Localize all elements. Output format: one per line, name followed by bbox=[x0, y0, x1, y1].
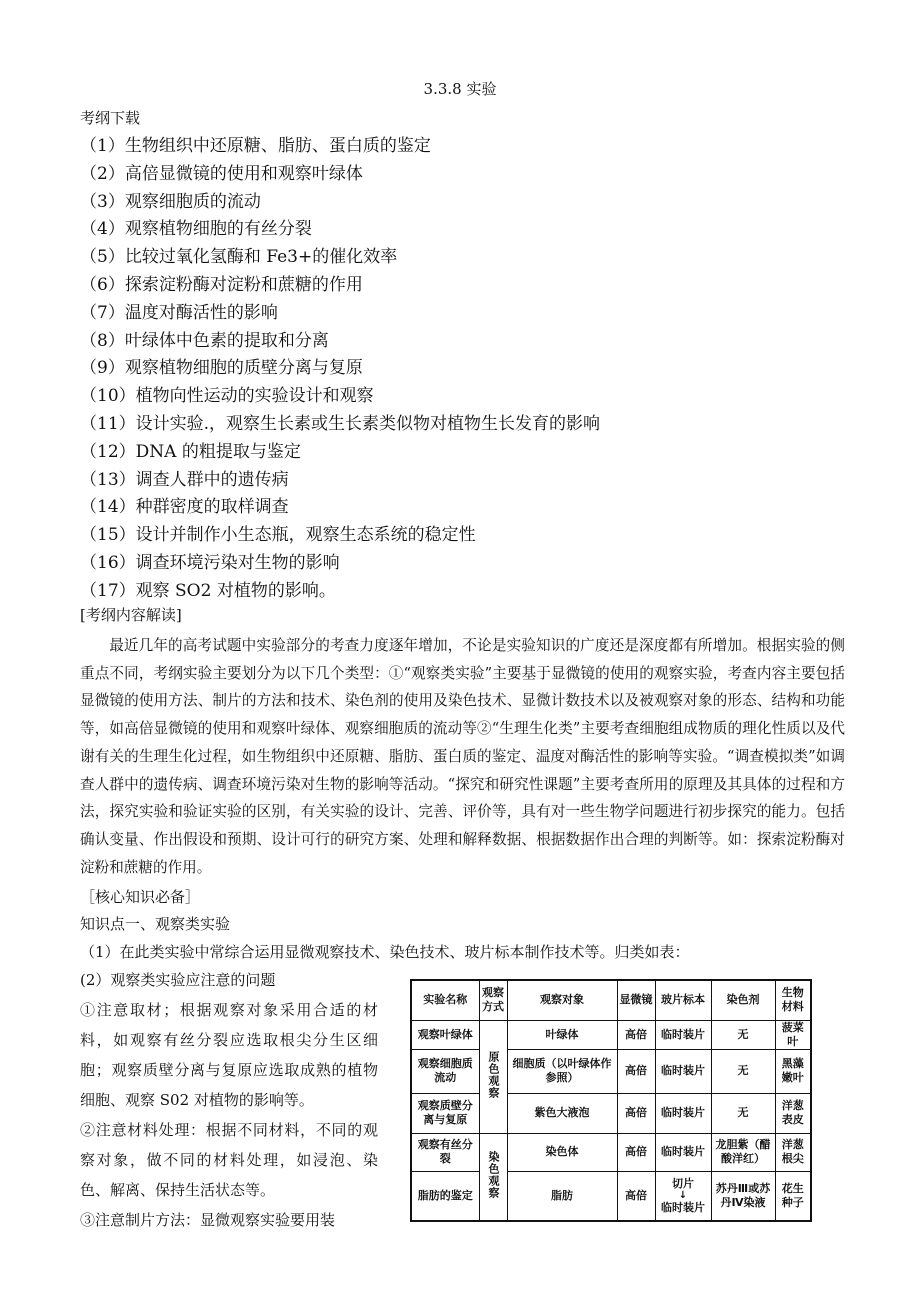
cell-stain: 龙胆紫（醋酸洋红） bbox=[711, 1133, 775, 1171]
syllabus-list bbox=[80, 133, 840, 606]
cell-name: 观察质壁分离与复原 bbox=[411, 1093, 479, 1133]
table-row bbox=[411, 1020, 811, 1049]
experiment-table bbox=[410, 979, 810, 1217]
cell-slide: 临时装片 bbox=[655, 1020, 711, 1049]
list-item: （13）调查人群中的遗传病 bbox=[80, 469, 289, 490]
list-item: （4）观察植物细胞的有丝分裂 bbox=[80, 219, 312, 240]
cell-material: 黑藻嫩叶 bbox=[775, 1049, 811, 1093]
section-title: 3.3.8 实验 bbox=[423, 80, 497, 98]
list-item: （7）温度对酶活性的影响 bbox=[80, 302, 278, 323]
cell-material: 洋葱表皮 bbox=[775, 1093, 811, 1133]
cell-scope: 高倍 bbox=[617, 1020, 655, 1049]
interpretation-paragraph: 最近几年的高考试题中实验部分的考查力度逐年增加，不论是实验知识的广度还是深度都有所增加。根据实验的侧重点不同，考纲实验主要划分为以下几个类型：①“观察类实验”主要基于显微镜的使用的观察实验，考查内容主要包括显微镜的使用方法、制片的方法和技术、染色剂的使用及染色技术、显微计数技术以及被观察对象的形态、结构和功能等，如高倍显微镜的使用和观察叶绿体、观察细胞质的流动等②“生理生化类”主要考查细胞组成物质的理化性质以及代谢有关的生理生化过程，如生物组织中还原糖、脂肪、蛋白质的鉴定、温度对酶活性的影响等实验。“调查模拟类”如调查人群中的遗传病、调查环境污染对生物的影响等活动。“探究和研究性课题”主要考查所用的原理及其具体的过程和方法，探究实验和验证实验的区别，有关实验的设计、完善、评价等，具有对一些生物学问题进行初步探究的能力。包括确认变量、作出假设和预期、设计可行的研究方案、处理和解释数据、根据数据作出合理的判断等。如：探索淀粉酶对淀粉和蔗糖的作用。 bbox=[80, 637, 845, 876]
slide-bottom-text: 临时装片 bbox=[661, 1200, 705, 1214]
table-row bbox=[411, 1133, 811, 1171]
list-item: （17）观察 SO2 对植物的影响。 bbox=[80, 580, 336, 601]
list-item: （16）调查环境污染对生物的影响 bbox=[80, 552, 340, 573]
cell-slide bbox=[655, 1171, 711, 1221]
cell-stain: 无 bbox=[711, 1049, 775, 1093]
header-slide: 玻片标本 bbox=[655, 980, 711, 1020]
list-item: （6）探索淀粉酶对淀粉和蔗糖的作用 bbox=[80, 274, 363, 295]
cell-method-group2: 染色观察 bbox=[479, 1133, 507, 1221]
point-2-heading: (2）观察类实验应注意的问题 bbox=[80, 971, 276, 989]
header-object: 观察对象 bbox=[507, 980, 617, 1020]
list-item: （10）植物向性运动的实验设计和观察 bbox=[80, 386, 374, 407]
header-stain: 染色剂 bbox=[711, 980, 775, 1020]
cell-object: 染色体 bbox=[507, 1133, 617, 1171]
list-item: （14）种群密度的取样调查 bbox=[80, 497, 289, 518]
syllabus-label: 考纲下载 bbox=[80, 109, 141, 127]
list-item: （15）设计并制作小生态瓶，观察生态系统的稳定性 bbox=[80, 525, 476, 546]
cell-name: 观察细胞质流动 bbox=[411, 1049, 479, 1093]
note-2: ②注意材料处理：根据不同材料，不同的观察对象，做不同的材料处理，如浸泡、染色、解离、保持生活状态等。 bbox=[80, 1121, 378, 1199]
slide-top-text: 切片 bbox=[672, 1176, 694, 1190]
cell-object: 脂肪 bbox=[507, 1171, 617, 1221]
cell-material: 洋葱根尖 bbox=[775, 1133, 811, 1171]
list-item: （3）观察细胞质的流动 bbox=[80, 191, 261, 212]
cell-method-group1: 原色观察 bbox=[479, 1020, 507, 1133]
cell-object: 细胞质（以叶绿体作参照） bbox=[507, 1049, 617, 1093]
cell-name: 脂肪的鉴定 bbox=[411, 1171, 479, 1221]
cell-object: 紫色大液泡 bbox=[507, 1093, 617, 1133]
cell-scope: 高倍 bbox=[617, 1049, 655, 1093]
header-name: 实验名称 bbox=[411, 980, 479, 1020]
cell-material: 花生种子 bbox=[775, 1171, 811, 1221]
list-item: （9）观察植物细胞的质壁分离与复原 bbox=[80, 358, 363, 379]
cell-name: 观察叶绿体 bbox=[411, 1020, 479, 1049]
cell-material: 菠菜叶 bbox=[775, 1020, 811, 1049]
table-row bbox=[411, 1049, 811, 1093]
point-1-text: （1）在此类实验中常综合运用显微观察技术、染色技术、玻片标本制作技术等。归类如表： bbox=[80, 943, 690, 961]
cell-scope: 高倍 bbox=[617, 1171, 655, 1221]
arrow-down-icon: ↓ bbox=[678, 1189, 688, 1201]
interpretation-label: [考纲内容解读] bbox=[80, 606, 182, 624]
list-item: （11）设计实验.，观察生长素或生长素类似物对植物生长发育的影响 bbox=[80, 413, 601, 434]
header-material: 生物材料 bbox=[775, 980, 811, 1020]
cell-stain: 无 bbox=[711, 1020, 775, 1049]
cell-name: 观察有丝分裂 bbox=[411, 1133, 479, 1171]
cell-slide: 临时装片 bbox=[655, 1049, 711, 1093]
note-3: ③注意制片方法：显微观察实验要用装 bbox=[80, 1211, 336, 1229]
note-1: ①注意取材；根据观察对象采用合适的材料，如观察有丝分裂应选取根尖分生区细胞；观察质壁分离与复原应选取成熟的植物细胞、观察 S02 对植物的影响等。 bbox=[80, 1001, 378, 1109]
list-item: （8）叶绿体中色素的提取和分离 bbox=[80, 330, 329, 351]
list-item: （2）高倍显微镜的使用和观察叶绿体 bbox=[80, 163, 363, 184]
cell-stain: 无 bbox=[711, 1093, 775, 1133]
list-item: （1）生物组织中还原糖、脂肪、蛋白质的鉴定 bbox=[80, 136, 431, 156]
cell-scope: 高倍 bbox=[617, 1133, 655, 1171]
cell-scope: 高倍 bbox=[617, 1093, 655, 1133]
header-method: 观察方式 bbox=[479, 980, 507, 1020]
table-row bbox=[411, 1093, 811, 1133]
core-knowledge-label: ［核心知识必备］ bbox=[80, 888, 201, 906]
table-row bbox=[411, 1171, 811, 1221]
cell-slide: 临时装片 bbox=[655, 1133, 711, 1171]
header-scope: 显微镜 bbox=[617, 980, 655, 1020]
list-item: （12）DNA 的粗提取与鉴定 bbox=[80, 441, 301, 462]
list-item: （5）比较过氧化氢酶和 Fe3+的催化效率 bbox=[80, 247, 398, 268]
cell-object: 叶绿体 bbox=[507, 1020, 617, 1049]
notes-column bbox=[80, 995, 378, 1235]
cell-stain: 苏丹Ⅲ或苏丹Ⅳ染液 bbox=[711, 1171, 775, 1221]
cell-slide: 临时装片 bbox=[655, 1093, 711, 1133]
knowledge-point-heading: 知识点一、观察类实验 bbox=[80, 915, 231, 933]
